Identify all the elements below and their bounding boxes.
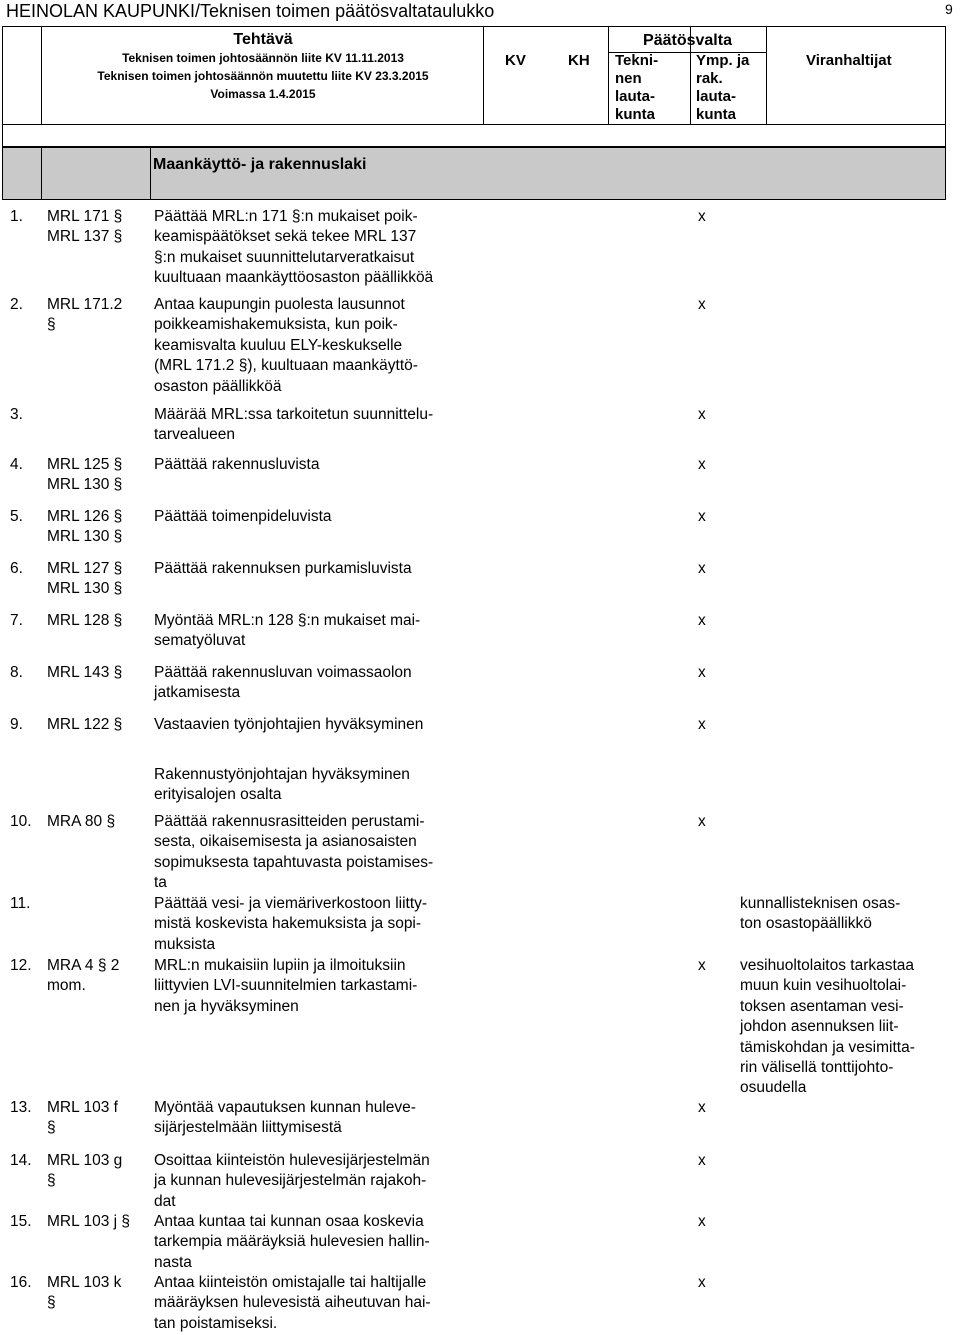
row-number: 6. bbox=[10, 560, 23, 577]
decision-mark: x bbox=[698, 406, 706, 423]
legal-reference: MRL 103 j § bbox=[47, 1213, 130, 1230]
legal-reference: MRL 127 § MRL 130 § bbox=[47, 560, 123, 598]
row-number: 9. bbox=[10, 716, 23, 733]
page-title: HEINOLAN KAUPUNKI/Teknisen toimen päätösvaltataulukko bbox=[6, 1, 495, 21]
decision-mark: x bbox=[698, 1099, 706, 1116]
spacer-row bbox=[2, 123, 946, 147]
row-number: 12. bbox=[10, 957, 32, 974]
legal-reference: MRL 171.2 § bbox=[47, 296, 123, 334]
decision-mark: x bbox=[698, 1274, 706, 1291]
row-number: 3. bbox=[10, 406, 23, 423]
task-description: Antaa kuntaa tai kunnan osaa koskevia tarkempia määräyksiä hulevesien hallin- nasta bbox=[154, 1213, 430, 1271]
task-description: Päättää rakennusrasitteiden perustami- sesta, oikaisemisesta ja asianosaisten sopimuksesta tapahtuvasta poistamises- ta bbox=[154, 813, 434, 892]
task-header-line: Teknisen toimen johtosäännön liite KV 11.11.2013 bbox=[122, 51, 404, 65]
decision-mark: x bbox=[698, 296, 706, 313]
row-number: 11. bbox=[10, 895, 31, 912]
legal-reference: MRA 4 § 2 mom. bbox=[47, 957, 120, 995]
decision-mark: x bbox=[698, 716, 706, 733]
legal-reference: MRL 126 § MRL 130 § bbox=[47, 508, 123, 546]
environment-board-header: Ymp. ja rak. lauta- kunta bbox=[696, 52, 750, 123]
row-number: 10. bbox=[10, 813, 32, 830]
decision-mark: x bbox=[698, 957, 706, 974]
task-description: Päättää toimenpideluvista bbox=[154, 508, 332, 525]
legal-reference: MRL 103 f § bbox=[47, 1099, 118, 1137]
task-description: Myöntää MRL:n 128 §:n mukaiset mai- sematyöluvat bbox=[154, 612, 421, 650]
kh-header: KH bbox=[568, 52, 590, 69]
decision-power-header: Päätösvalta bbox=[643, 32, 732, 49]
decision-mark: x bbox=[698, 508, 706, 525]
row-number: 15. bbox=[10, 1213, 32, 1230]
row-number: 13. bbox=[10, 1099, 32, 1116]
task-description: Päättää rakennusluvista bbox=[154, 456, 320, 473]
row-number: 7. bbox=[10, 612, 23, 629]
decision-mark: x bbox=[698, 813, 706, 830]
legal-reference: MRL 122 § bbox=[47, 716, 123, 733]
legal-reference: MRL 103 g § bbox=[47, 1152, 123, 1190]
row-number: 14. bbox=[10, 1152, 32, 1169]
official-note: vesihuoltolaitos tarkastaa muun kuin vesihuoltolai- toksen asentaman vesi- johdon asennuksen liit- tämiskohdan ja vesimitta- rin välisellä tonttijohto- osuudella bbox=[740, 957, 915, 1097]
decision-mark: x bbox=[698, 1213, 706, 1230]
row-number: 2. bbox=[10, 296, 23, 313]
section-title: Maankäyttö- ja rakennuslaki bbox=[153, 156, 367, 173]
task-description: Rakennustyönjohtajan hyväksyminen erityisalojen osalta bbox=[154, 766, 410, 804]
officials-header: Viranhaltijat bbox=[806, 52, 892, 69]
technical-board-header: Tekni- nen lauta- kunta bbox=[615, 52, 659, 123]
legal-reference: MRL 125 § MRL 130 § bbox=[47, 456, 123, 494]
decision-mark: x bbox=[698, 664, 706, 681]
decision-mark: x bbox=[698, 560, 706, 577]
decision-mark: x bbox=[698, 456, 706, 473]
task-header bbox=[43, 31, 483, 103]
task-header-line: Teknisen toimen johtosäännön muutettu liite KV 23.3.2015 bbox=[97, 69, 429, 83]
legal-reference: MRL 128 § bbox=[47, 612, 123, 629]
task-description: Päättää rakennusluvan voimassaolon jatkamisesta bbox=[154, 664, 412, 702]
legal-reference: MRL 103 k § bbox=[47, 1274, 122, 1312]
task-description: Päättää rakennuksen purkamisluvista bbox=[154, 560, 412, 577]
table-header bbox=[2, 26, 946, 125]
task-header-title: Tehtävä bbox=[233, 31, 293, 48]
official-note: kunnallisteknisen osas- ton osastopäällikkö bbox=[740, 895, 901, 933]
decision-mark: x bbox=[698, 208, 706, 225]
page-number: 9 bbox=[945, 1, 953, 17]
task-description: Päättää vesi- ja viemäriverkostoon liitty- mistä koskevista hakemuksista ja sopi- muksista bbox=[154, 895, 428, 953]
task-description: Vastaavien työnjohtajien hyväksyminen bbox=[154, 716, 424, 733]
task-header-line: Voimassa 1.4.2015 bbox=[210, 87, 316, 101]
task-description: Antaa kiinteistön omistajalle tai haltijalle määräyksen hulevesistä aiheutuvan hai- tan poistamiseksi. bbox=[154, 1274, 431, 1332]
task-description: Myöntää vapautuksen kunnan huleve- sijärjestelmään liittymisestä bbox=[154, 1099, 416, 1137]
legal-reference: MRL 143 § bbox=[47, 664, 123, 681]
row-number: 8. bbox=[10, 664, 23, 681]
decision-mark: x bbox=[698, 612, 706, 629]
task-description: Määrää MRL:ssa tarkoitetun suunnittelu- tarvealueen bbox=[154, 406, 434, 444]
row-number: 4. bbox=[10, 456, 23, 473]
decision-mark: x bbox=[698, 1152, 706, 1169]
kv-header: KV bbox=[505, 52, 526, 69]
task-description: Antaa kaupungin puolesta lausunnot poikkeamishakemuksista, kun poik- keamisvalta kuuluu ELY-keskukselle (MRL 171.2 §), kuultuaan maankäyttö- osaston päällikköä bbox=[154, 296, 418, 395]
legal-reference: MRA 80 § bbox=[47, 813, 116, 830]
section-band bbox=[2, 147, 946, 200]
row-number: 5. bbox=[10, 508, 23, 525]
task-description: Päättää MRL:n 171 §:n mukaiset poik- keamispäätökset sekä tekee MRL 137 §:n mukaiset suunnittelutarveratkaisut kuultuaan maankäyttöosaston päällikköä bbox=[154, 208, 434, 287]
legal-reference: MRL 171 § MRL 137 § bbox=[47, 208, 123, 246]
row-number: 16. bbox=[10, 1274, 32, 1291]
row-number: 1. bbox=[10, 208, 23, 225]
task-description: MRL:n mukaisiin lupiin ja ilmoituksiin liittyvien LVI-suunnitelmien tarkastami- nen ja hyväksyminen bbox=[154, 957, 418, 1015]
task-description: Osoittaa kiinteistön hulevesijärjestelmän ja kunnan hulevesijärjestelmän rajakoh- dat bbox=[154, 1152, 430, 1210]
